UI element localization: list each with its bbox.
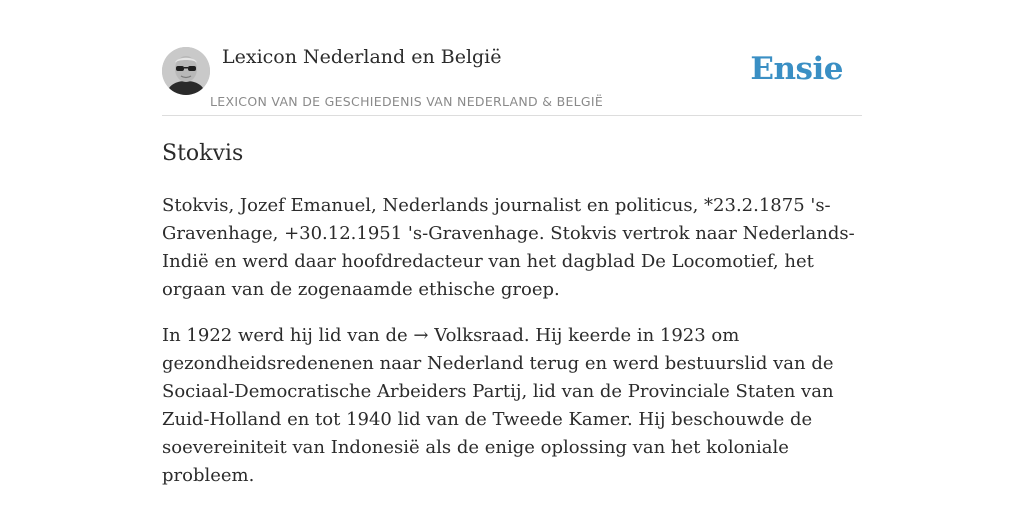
site-title[interactable]: Lexicon Nederland en België <box>222 46 502 68</box>
avatar[interactable] <box>162 47 210 95</box>
header <box>162 0 862 116</box>
article-title: Stokvis <box>162 141 244 166</box>
brand-logo[interactable]: Ensie <box>750 51 843 87</box>
volksraad-link[interactable]: Volksraad <box>434 325 524 346</box>
portrait-image <box>162 47 210 95</box>
paragraph-text: . Hij keerde in 1923 om gezondheidsredenenen naar Nederland terug en werd bestuurslid van de Sociaal-Democratische Arbeiders Partij, lid van de Provinciale Staten van Zuid-Holland en tot 1940 lid van de Tweede Kamer. Hij beschouwde de soevereiniteit van Indonesië als de enige oplossing van het koloniale probleem. <box>162 325 834 486</box>
site-subtitle: LEXICON VAN DE GESCHIEDENIS VAN NEDERLAND & BELGIË <box>210 94 604 109</box>
article-body <box>162 192 862 508</box>
article-paragraph <box>162 322 862 490</box>
page-container <box>162 0 862 486</box>
paragraph-text: In 1922 werd hij lid van de <box>162 325 414 346</box>
article-paragraph: Stokvis, Jozef Emanuel, Nederlands journalist en politicus, *23.2.1875 's-Gravenhage, +30.12.1951 's-Gravenhage. Stokvis vertrok naar Nederlands-Indië en werd daar hoofdredacteur van het dagblad De Locomotief, het orgaan van de zogenaamde ethische groep. <box>162 195 855 300</box>
arrow-right-icon: → <box>413 325 429 346</box>
